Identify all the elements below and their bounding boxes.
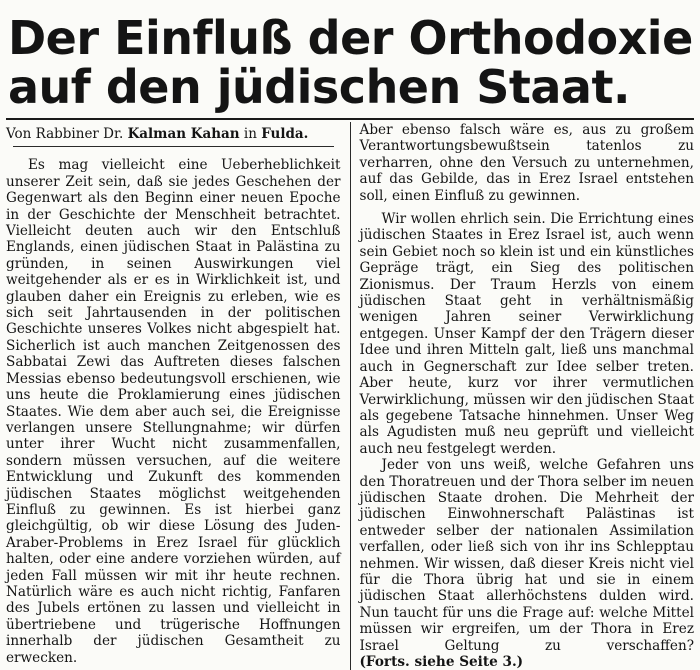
right-paragraph-1: Aber ebenso falsch wäre es, aus zu großem Verantwortungsbewußtsein tatenlos zu verharren, ohne den Versuch zu unternehmen, auf das Gebilde, das in Erez Israel entstehen soll, einen Einfluß zu gewinnen. xyxy=(359,122,694,204)
byline-rule xyxy=(13,146,334,147)
right-paragraph-3-text: Jeder von uns weiß, welche Gefahren uns den Thoratreuen und der Thora selber im neuen jüdischen Staate drohen. Die Mehrheit der jüdischen Einwohnerschaft Palästinas ist entweder selber der nationalen Assimilation verfallen, oder ließ sich von ihr ins Schlepptau nehmen. Wir wissen, daß dieser Kreis nicht viel für die Thora übrig hat und sie in einem jüdischen Staat allerhöchstens dulden wird. Nun taucht für uns die Frage auf: welche Mittel müssen wir ergreifen, um der Thora in Erez Israel Geltung zu verschaffen? xyxy=(359,457,694,654)
headline-rule xyxy=(6,118,694,120)
headline-line-2: auf den jüdischen Staat. xyxy=(8,60,630,114)
byline-author: Kalman Kahan xyxy=(127,126,240,142)
byline-middle: in xyxy=(243,126,257,142)
article-columns xyxy=(6,122,694,670)
right-paragraph-2: Wir wollen ehrlich sein. Die Errichtung eines jüdischen Staates in Erez Israel ist, auch wenn sein Gebiet noch so klein ist und ein künstliches Gepräge trägt, ein Sieg des politischen Zionismus. Der Traum Herzls von einem jüdischen Staat geht in verhältnismäßig wenigen Jahren seiner Verwirklichung entgegen. Unser Kampf der den Trägern dieser Idee und ihren Mitteln galt, ließ uns manchmal auch in Gegnerschaft zur Idee selber treten. Aber heute, kurz vor ihrer vermutlichen Verwirklichung, müssen wir den jüdischen Staat als gegebene Tatsache hinnehmen. Unser Weg als Agudisten muß neu geprüft und vielleicht auch neu festgelegt werden. xyxy=(359,211,694,457)
left-column xyxy=(6,122,350,670)
left-paragraph-1: Es mag vielleicht eine Ueberheblichkeit unserer Zeit sein, daß sie jedes Geschehen der Gegenwart als den Beginn einer neuen Epoche in der Geschichte der Menschheit betrachtet. Vielleicht deuten auch wir den Entschluß Englands, einen jüdischen Staat in Palästina zu gründen, in seinen Auswirkungen viel weitgehender als er es in Wirklichkeit ist, und glauben daher ein Ereignis zu erleben, wie es sich seit Jahrtausenden in der politischen Geschichte unseres Volkes nicht abgespielt hat. Sicherlich ist auch manchen Zeitgenossen des Sabbatai Zewi das Auftreten dieses falschen Messias ebenso bedeutungsvoll erschienen, wie uns heute die Proklamierung eines jüdischen Staates. Wie dem aber auch sei, die Ereignisse verlangen unsere Stellungnahme; wir dürfen unter ihrer Wucht nicht zusammenfallen, sondern müssen versuchen, auf die weitere Entwicklung und Zukunft des kommenden jüdischen Staates möglichst weitgehenden Einfluß zu gewinnen. Es ist hierbei ganz gleichgültig, ob wir diese Lösung des Juden-Araber-Problems in Erez Israel für glücklich halten, oder eine andere vorziehen würden, auf jeden Fall müssen wir mit ihr heute rechnen. Natürlich wäre es auch nicht richtig, Fanfaren des Jubels ertönen zu lassen und vielleicht in übertriebene und trügerische Hoffnungen innerhalb der jüdischen Gesamtheit zu erwecken. xyxy=(6,157,341,666)
byline-prefix: Von Rabbiner Dr. xyxy=(6,126,124,142)
right-paragraph-3 xyxy=(360,457,695,670)
newspaper-article xyxy=(0,11,700,670)
headline xyxy=(6,11,694,114)
right-column xyxy=(351,122,695,670)
headline-line-1: Der Einfluß der Orthodoxie xyxy=(8,11,693,65)
byline-place: Fulda. xyxy=(261,126,309,142)
byline xyxy=(6,126,341,142)
continuation-note: (Forts. siehe Seite 3.) xyxy=(359,654,524,670)
